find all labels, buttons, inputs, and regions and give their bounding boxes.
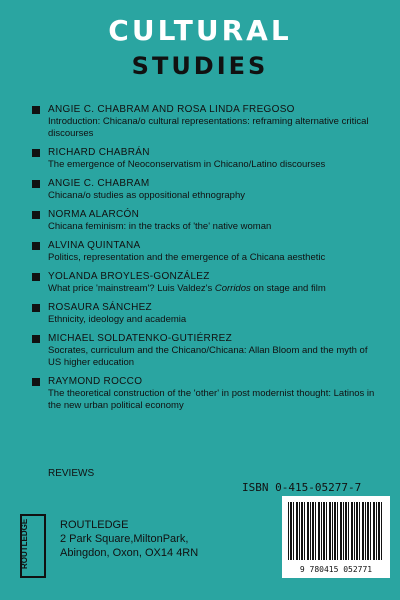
entry-author: ANGIE C. CHABRAM AND ROSA LINDA FREGOSO — [48, 104, 295, 115]
isbn-label: ISBN 0-415-05277-7 — [242, 481, 362, 494]
entry-title: The theoretical construction of the 'other' in post modernist thought: Latinos in the new urban political economy — [48, 388, 375, 411]
entry-title-prefix: What price 'mainstream'? Luis Valdez's — [48, 283, 215, 294]
publisher-address-line1: 2 Park Square,MiltonPark, — [60, 533, 189, 545]
journal-title-line2: STUDIES — [131, 52, 269, 80]
entry-title: Chicana/o studies as oppositional ethnography — [48, 190, 245, 201]
entry — [32, 333, 382, 369]
entry — [32, 178, 382, 202]
entry-author: RICHARD CHABRÁN — [48, 147, 150, 158]
entry-title: The emergence of Neoconservatism in Chicano/Latino discourses — [48, 159, 326, 170]
publisher-name: ROUTLEDGE — [60, 519, 129, 531]
entry-title: Socrates, curriculum and the Chicano/Chicana: Allan Bloom and the myth of US higher education — [48, 345, 368, 368]
journal-title-line1: CULTURAL — [108, 14, 292, 47]
publisher-logo-text: ROUTLEDGE — [20, 518, 29, 570]
publisher-info — [60, 518, 198, 560]
entry-author: NORMA ALARCÓN — [48, 209, 140, 220]
entry — [32, 302, 382, 326]
entry-title-suffix: on stage and film — [250, 283, 326, 294]
bullet-icon — [32, 211, 40, 219]
entry-title: Politics, representation and the emergence of a Chicana aesthetic — [48, 252, 326, 263]
bullet-icon — [32, 242, 40, 250]
entry-title-italic: Corridos — [214, 283, 251, 294]
reviews-label: REVIEWS — [48, 468, 95, 479]
entry-author: ANGIE C. CHABRAM — [48, 178, 150, 189]
entry-author: YOLANDA BROYLES-GONZÁLEZ — [48, 271, 210, 282]
entry — [32, 147, 382, 171]
entry-author: MICHAEL SOLDATENKO-GUTIÉRREZ — [48, 333, 232, 344]
bullet-icon — [32, 180, 40, 188]
contents-list — [32, 104, 382, 419]
barcode — [282, 496, 390, 578]
barcode-bars-icon — [288, 502, 384, 560]
bullet-icon — [32, 106, 40, 114]
bullet-icon — [32, 335, 40, 343]
bullet-icon — [32, 304, 40, 312]
entry — [32, 376, 382, 412]
entry-title — [48, 283, 382, 295]
entry — [32, 240, 382, 264]
bullet-icon — [32, 378, 40, 386]
entry — [32, 209, 382, 233]
entry — [32, 104, 382, 140]
entry-author: RAYMOND ROCCO — [48, 376, 143, 387]
bullet-icon — [32, 273, 40, 281]
entry-author: ALVINA QUINTANA — [48, 240, 141, 251]
barcode-number: 9 780415 052771 — [299, 565, 373, 574]
entry — [32, 271, 382, 295]
entry-title: Introduction: Chicana/o cultural representations: reframing alternative critical discourses — [48, 116, 369, 139]
bullet-icon — [32, 149, 40, 157]
publisher-address-line2: Abingdon, Oxon, OX14 4RN — [60, 547, 199, 559]
entry-author: ROSAURA SÁNCHEZ — [48, 302, 152, 313]
entry-title: Ethnicity, ideology and academia — [48, 314, 187, 325]
entry-title: Chicana feminism: in the tracks of 'the' native woman — [48, 221, 272, 232]
